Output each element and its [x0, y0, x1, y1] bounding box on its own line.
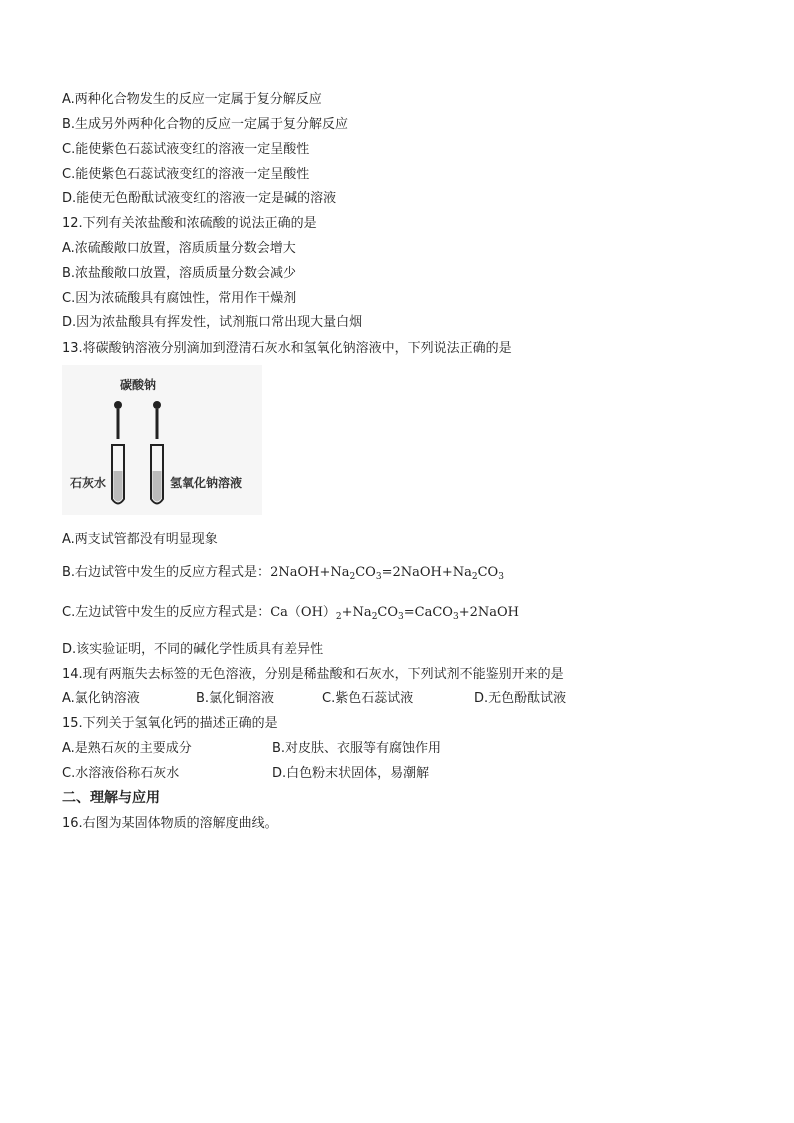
- q16-stem: 16.右图为某固体物质的溶解度曲线。: [62, 816, 278, 831]
- q13-option-c: [62, 604, 519, 622]
- q11-option-c1: C.能使紫色石蕊试液变红的溶液一定呈酸性: [62, 142, 310, 157]
- q13-option-b-text: B.右边试管中发生的反应方程式是：: [62, 565, 271, 580]
- q11-option-c2: C.能使紫色石蕊试液变红的溶液一定呈酸性: [62, 167, 310, 182]
- q14-stem: 14.现有两瓶失去标签的无色溶液，分别是稀盐酸和石灰水，下列试剂不能鉴别开来的是: [62, 667, 564, 682]
- q13-option-c-equation: $Ca(OH)_2+Na_2CO_3=CaCO_3+2NaOH$: [270, 605, 519, 622]
- label-limewater: 石灰水: [70, 476, 107, 490]
- q13-option-b-equation: $2NaOH+Na_2CO_3=2NaOH+Na_2CO_3$: [270, 565, 504, 582]
- q11-option-b: B.生成另外两种化合物的反应一定属于复分解反应: [62, 117, 349, 132]
- q12-option-d: D.因为浓盐酸具有挥发性，试剂瓶口常出现大量白烟: [62, 315, 363, 330]
- q12-option-a: A.浓硫酸敞口放置，溶质质量分数会增大: [62, 241, 296, 256]
- q12-stem: 12.下列有关浓盐酸和浓硫酸的说法正确的是: [62, 216, 317, 231]
- q13-option-d: D.该实验证明，不同的碱化学性质具有差异性: [62, 642, 324, 657]
- q15-option-c: C.水溶液俗称石灰水: [62, 766, 180, 781]
- q12-option-b: B.浓盐酸敞口放置，溶质质量分数会减少: [62, 266, 297, 281]
- q15-option-d: D.白色粉末状固体，易潮解: [272, 766, 430, 781]
- q13-option-b: [62, 564, 504, 582]
- q14-option-b: B.氯化铜溶液: [196, 691, 275, 706]
- label-naoh-solution: 氢氧化钠溶液: [170, 476, 243, 490]
- q14-option-d: D.无色酚酞试液: [474, 691, 567, 706]
- section-2-title: 二、理解与应用: [62, 790, 160, 806]
- test-tube-figure: [62, 365, 262, 515]
- q11-option-a: A.两种化合物发生的反应一定属于复分解反应: [62, 92, 322, 107]
- dropper-bulb-left: [114, 401, 122, 409]
- q15-option-a: A.是熟石灰的主要成分: [62, 741, 192, 756]
- q11-option-d: D.能使无色酚酞试液变红的溶液一定是碱的溶液: [62, 191, 337, 206]
- label-sodium-carbonate: 碳酸钠: [120, 378, 157, 392]
- q13-stem: 13.将碳酸钠溶液分别滴加到澄清石灰水和氢氧化钠溶液中，下列说法正确的是: [62, 341, 512, 356]
- liquid-right: [153, 471, 162, 502]
- liquid-left: [114, 471, 123, 502]
- q15-option-b: B.对皮肤、衣服等有腐蚀作用: [272, 741, 442, 756]
- dropper-bulb-right: [153, 401, 161, 409]
- q14-option-a: A.氯化钠溶液: [62, 691, 140, 706]
- q13-option-a: A.两支试管都没有明显现象: [62, 532, 218, 547]
- q14-option-c: C.紫色石蕊试液: [322, 691, 414, 706]
- q12-option-c: C.因为浓硫酸具有腐蚀性，常用作干燥剂: [62, 291, 297, 306]
- q15-stem: 15.下列关于氢氧化钙的描述正确的是: [62, 716, 278, 731]
- q13-option-c-text: C.左边试管中发生的反应方程式是：: [62, 605, 271, 620]
